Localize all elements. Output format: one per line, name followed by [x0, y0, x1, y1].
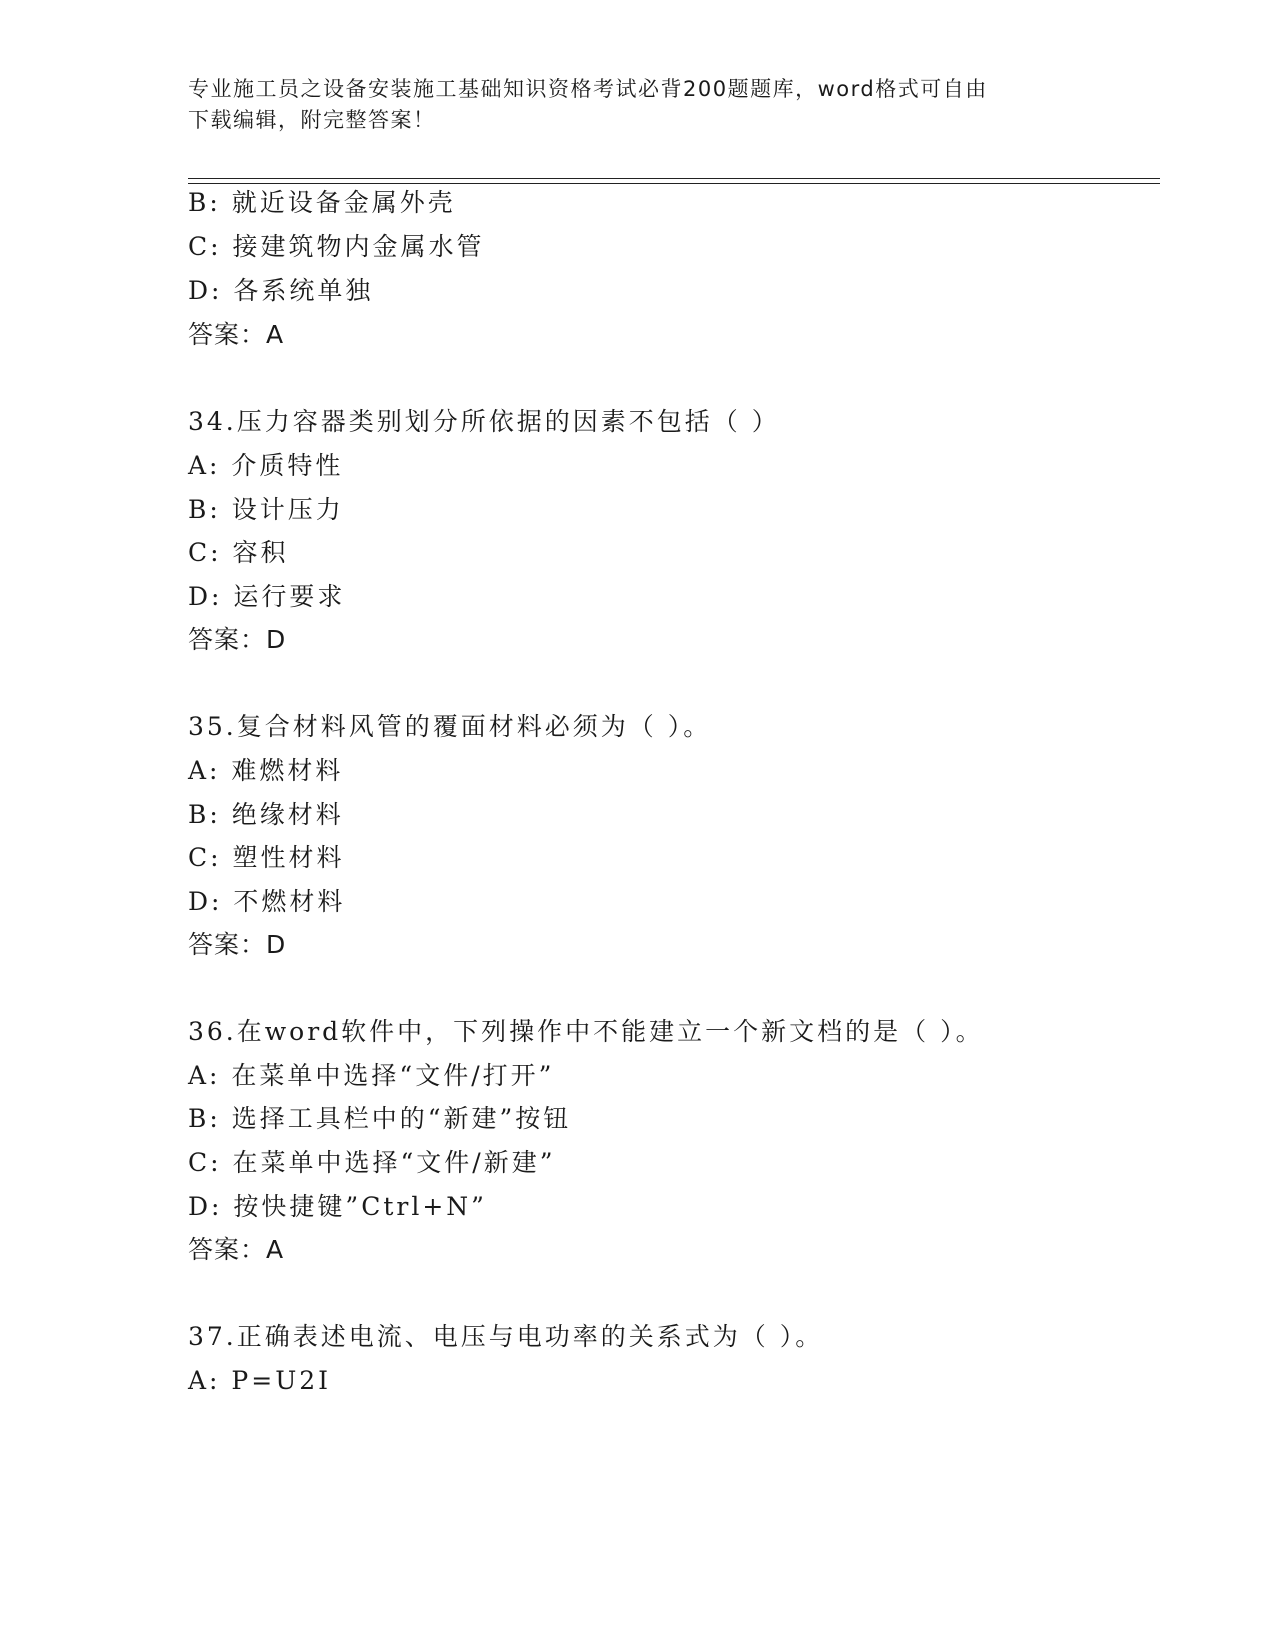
header-divider-secondary	[188, 183, 1160, 184]
q36-question: 36.在word软件中，下列操作中不能建立一个新文档的是（ ）。	[188, 1017, 984, 1046]
q36-option-a: A: 在菜单中选择“文件/打开”	[188, 1061, 555, 1090]
q35-option-b: B: 绝缘材料	[188, 800, 344, 829]
q33-option-c: C: 接建筑物内金属水管	[188, 232, 485, 261]
q37-option-a: A: P=U2I	[188, 1366, 332, 1395]
header-line-2: 下载编辑，附完整答案！	[188, 108, 436, 132]
q33-option-d: D: 各系统单独	[188, 276, 374, 305]
q33-answer: 答案：A	[188, 320, 285, 349]
header-divider	[188, 178, 1160, 179]
q34-option-c: C: 容积	[188, 538, 289, 567]
q35-answer: 答案：D	[188, 930, 287, 959]
q34-question: 34.压力容器类别划分所依据的因素不包括（ ）	[188, 407, 780, 436]
q34-option-d: D: 运行要求	[188, 582, 346, 611]
q34-option-b: B: 设计压力	[188, 495, 344, 524]
q37-question: 37.正确表述电流、电压与电功率的关系式为（ ）。	[188, 1322, 824, 1351]
q35-option-c: C: 塑性材料	[188, 843, 345, 872]
q35-option-a: A: 难燃材料	[188, 756, 344, 785]
q35-question: 35.复合材料风管的覆面材料必须为（ ）。	[188, 712, 712, 741]
document-header	[188, 74, 1068, 136]
header-line-1: 专业施工员之设备安装施工基础知识资格考试必背200题题库，word格式可自由	[188, 77, 988, 101]
q36-answer: 答案：A	[188, 1235, 285, 1264]
q34-answer: 答案：D	[188, 625, 287, 654]
q36-option-d: D: 按快捷键”Ctrl+N”	[188, 1192, 487, 1221]
q36-option-c: C: 在菜单中选择“文件/新建”	[188, 1148, 556, 1177]
q33-option-b: B: 就近设备金属外壳	[188, 188, 456, 217]
q36-option-b: B: 选择工具栏中的“新建”按钮	[188, 1104, 572, 1133]
q35-option-d: D: 不燃材料	[188, 887, 346, 916]
q34-option-a: A: 介质特性	[188, 451, 344, 480]
